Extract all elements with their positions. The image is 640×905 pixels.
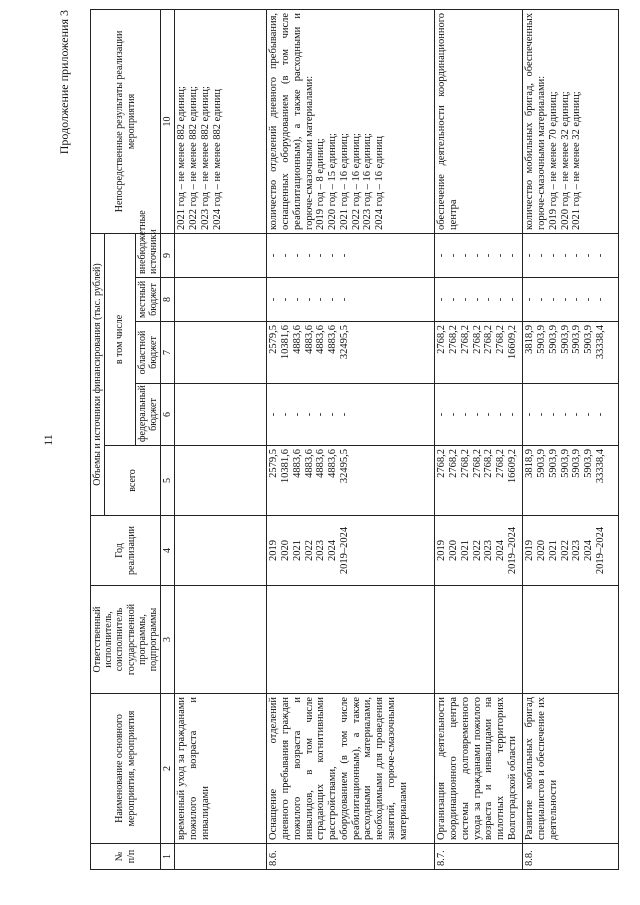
extrabudgetary-amount: - - - - - - - (523, 233, 619, 277)
years: 2019 2020 2021 2022 2023 2024 2019–2024 (435, 516, 523, 586)
column-number: 4 (161, 516, 175, 586)
activity-name: Организация деятельности координационного центра системы долговременного ухода за гражданами пожилого возраста и инвалидами на пилотных территориях Волгоградской области (435, 694, 523, 844)
extrabudgetary-amount: - - - - - - - (267, 233, 435, 277)
total-amount (175, 446, 267, 516)
column-number: 2 (161, 694, 175, 844)
local-amount: - - - - - - - (267, 278, 435, 322)
regional-amount: 2768,2 2768,2 2768,2 2768,2 2768,2 2768,2 16609,2 (435, 322, 523, 384)
header-results: Непосредственные результаты реализации мероприятия (91, 9, 161, 233)
column-number: 9 (161, 233, 175, 277)
federal-amount: - - - - - - - (267, 384, 435, 446)
table-row (267, 9, 435, 869)
financing-table (90, 9, 619, 870)
local-amount (175, 278, 267, 322)
column-number-row (161, 9, 175, 869)
header-local-budget: местный бюджет (135, 278, 160, 322)
years (175, 516, 267, 586)
result-text: количество отделений дневного пребывания, оснащенных оборудованием (в том числе реабилитационным), а также расходными и горюче-смазочными материалами: 2019 год – 8 единиц; 2020 год – 15 единиц; 2021 год – 16 единиц; 2022 год – 16 единиц; 2023 год – 16 единиц; 2024 год – 16 единиц (267, 9, 435, 233)
column-number: 5 (161, 446, 175, 516)
local-amount: - - - - - - - (523, 278, 619, 322)
appendix-continuation-label: Продолжение приложения 3 (57, 10, 71, 155)
column-number: 6 (161, 384, 175, 446)
executor (267, 586, 435, 694)
regional-amount (175, 322, 267, 384)
rotated-table-sheet (41, 10, 640, 870)
column-number: 1 (161, 844, 175, 870)
years: 2019 2020 2021 2022 2023 2024 2019–2024 (267, 516, 435, 586)
table-row (435, 9, 523, 869)
header-year: Год реализации (91, 516, 161, 586)
row-number (175, 844, 267, 870)
header-regional-budget: областной бюджет (135, 322, 160, 384)
table-row (523, 9, 619, 869)
header-extrabudgetary: внебюджетные источники (135, 233, 160, 277)
column-number: 7 (161, 322, 175, 384)
header-executor: Ответственный исполнитель, соисполнитель государственной программы, подпрограммы (91, 586, 161, 694)
federal-amount: - - - - - - - (523, 384, 619, 446)
local-amount: - - - - - - - (435, 278, 523, 322)
column-number: 10 (161, 9, 175, 233)
extrabudgetary-amount (175, 233, 267, 277)
extrabudgetary-amount: - - - - - - - (435, 233, 523, 277)
row-number: 8.7. (435, 844, 523, 870)
column-number: 3 (161, 586, 175, 694)
years: 2019 2020 2021 2022 2023 2024 2019–2024 (523, 516, 619, 586)
row-number: 8.6. (267, 844, 435, 870)
result-text: обеспечение деятельности координационного центра (435, 9, 523, 233)
column-number: 8 (161, 278, 175, 322)
activity-name: Оснащение отделений дневного пребывания граждан пожилого возраста и инвалидов, в том числе страдающих когнитивными расстройствами, оборудованием (в том числе реабилитационным), а также расходными материалами, необходимыми для проведения занятий, горюче-смазочными материалами (267, 694, 435, 844)
header-activity-name: Наименование основного мероприятия, мероприятия (91, 694, 161, 844)
regional-amount: 3818,9 5903,9 5903,9 5903,9 5903,9 5903,9 33338,4 (523, 322, 619, 384)
total-amount: 2768,2 2768,2 2768,2 2768,2 2768,2 2768,2 16609,2 (435, 446, 523, 516)
executor (435, 586, 523, 694)
executor (175, 586, 267, 694)
header-total: всего (105, 446, 161, 516)
result-text: количество мобильных бригад, обеспеченных горюче-смазочными материалами: 2019 год – не менее 70 единиц; 2020 год – не менее 32 единиц; 2021 год – не менее 32 единиц; (523, 9, 619, 233)
total-amount: 2579,5 10381,6 4883,6 4883,6 4883,6 4883,6 32495,5 (267, 446, 435, 516)
header-including: в том числе (105, 233, 136, 445)
header-number: № п/п (91, 844, 161, 870)
header-financing-group: Объемы и источники финансирования (тыс. рублей) (91, 233, 105, 515)
row-number: 8.8. (523, 844, 619, 870)
federal-amount (175, 384, 267, 446)
activity-name: Развитие мобильных бригад специалистов и обеспечение их деятельности (523, 694, 619, 844)
result-text: 2021 год – не менее 882 единиц; 2022 год – не менее 882 единиц; 2023 год – не менее 882 единиц; 2024 год – не менее 882 единиц (175, 9, 267, 233)
header-federal-budget: федеральный бюджет (135, 384, 160, 446)
regional-amount: 2579,5 10381,6 4883,6 4883,6 4883,6 4883,6 32495,5 (267, 322, 435, 384)
federal-amount: - - - - - - - (435, 384, 523, 446)
table-row (175, 9, 267, 869)
activity-name: временный уход за гражданами пожилого возраста и инвалидами (175, 694, 267, 844)
executor (523, 586, 619, 694)
total-amount: 3818,9 5903,9 5903,9 5903,9 5903,9 5903,9 33338,4 (523, 446, 619, 516)
page-number: 11 (41, 434, 55, 446)
